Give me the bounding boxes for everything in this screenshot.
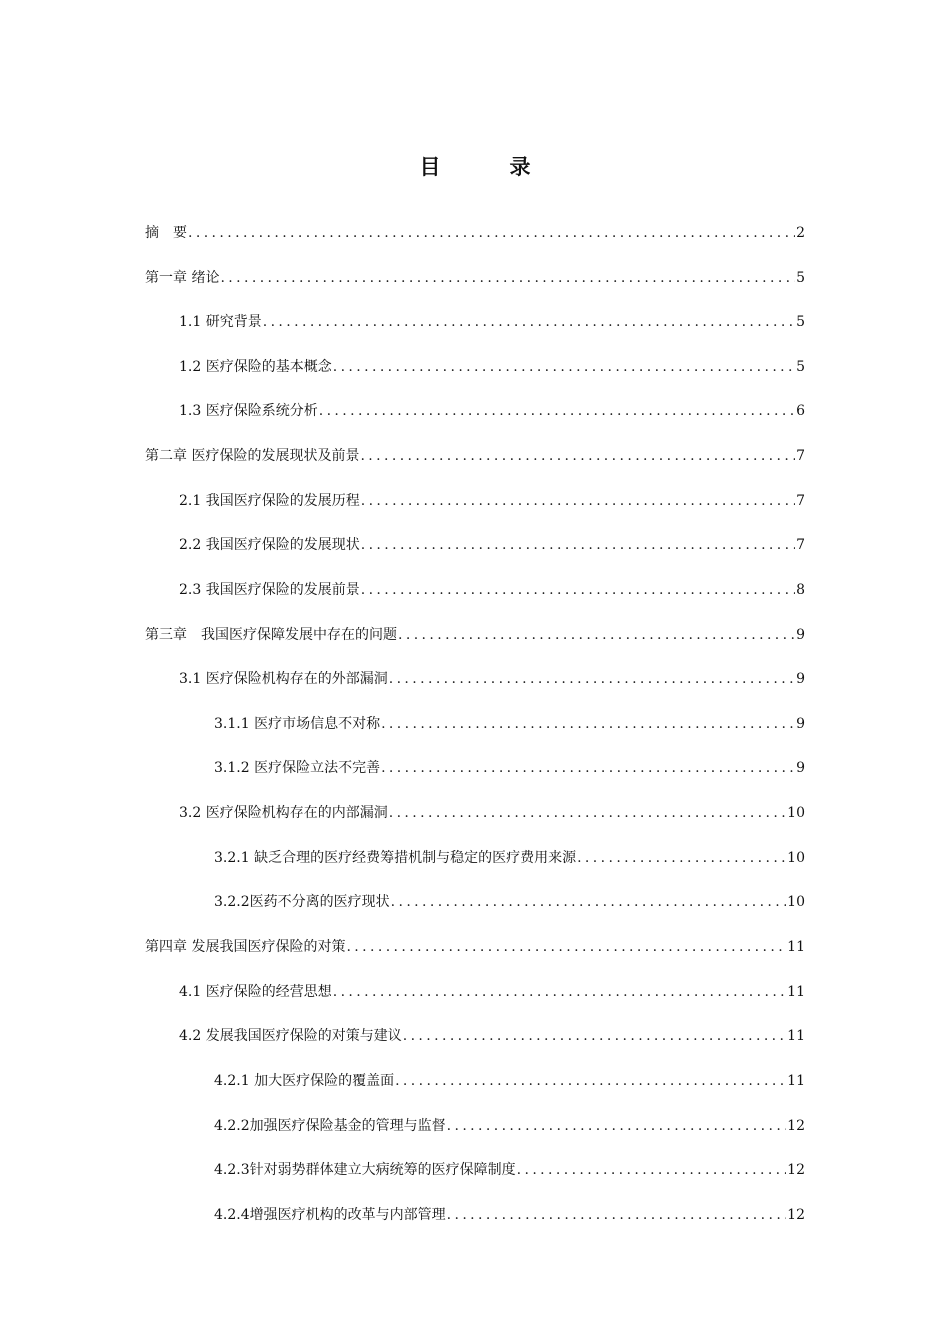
toc-dot-leader [517,1159,787,1181]
toc-entry-label: 第一章 绪论 [145,270,220,286]
toc-entry-page: 12 [787,1207,805,1223]
toc-entry-page: 8 [796,582,805,598]
toc-entry-label: 1.2 医疗保险的基本概念 [179,359,332,375]
toc-entry-4-2-3[interactable] [0,1159,805,1181]
toc-entry-page: 12 [787,1118,805,1134]
toc-dot-leader [361,490,795,512]
toc-entry-page: 11 [787,939,805,955]
toc-dot-leader [389,802,786,824]
toc-entry-label: 4.2.3针对弱势群体建立大病统筹的医疗保障制度 [214,1162,516,1178]
toc-entry-label: 4.2 发展我国医疗保险的对策与建议 [179,1028,402,1044]
toc-entry-label: 3.2.2医药不分离的医疗现状 [214,894,390,910]
toc-entry-page: 9 [796,716,805,732]
toc-entry-page: 10 [787,894,805,910]
toc-entry-label: 3.1.1 医疗市场信息不对称 [214,716,381,732]
toc-entry-label: 4.2.1 加大医疗保险的覆盖面 [214,1073,395,1089]
toc-dot-leader [398,624,795,646]
toc-entry-1-3[interactable] [0,400,805,422]
toc-dot-leader [395,1070,786,1092]
toc-entry-chapter-2[interactable] [0,445,805,467]
toc-entry-page: 11 [787,1028,805,1044]
toc-entry-page: 6 [796,403,805,419]
toc-dot-leader [361,534,795,556]
toc-entry-label: 4.1 医疗保险的经营思想 [179,984,332,1000]
toc-dot-leader [333,356,795,378]
toc-entry-page: 7 [796,537,805,553]
toc-dot-leader [403,1025,786,1047]
toc-entry-page: 7 [796,493,805,509]
toc-entry-page: 10 [787,805,805,821]
toc-entry-chapter-3[interactable] [0,624,805,646]
toc-entry-3-2-1[interactable] [0,847,805,869]
toc-entry-4-2-4[interactable] [0,1204,805,1226]
toc-entry-1-2[interactable] [0,356,805,378]
toc-entry-label: 1.3 医疗保险系统分析 [179,403,318,419]
toc-entry-label: 第二章 医疗保险的发展现状及前景 [145,448,360,464]
toc-entry-3-1-2[interactable] [0,757,805,779]
toc-entry-3-2-2[interactable] [0,891,805,913]
toc-entry-4-2-1[interactable] [0,1070,805,1092]
toc-entry-page: 5 [796,359,805,375]
toc-entry-3-1-1[interactable] [0,713,805,735]
toc-entry-page: 7 [796,448,805,464]
toc-dot-leader [389,668,795,690]
toc-entry-3-2[interactable] [0,802,805,824]
toc-dot-leader [220,267,795,289]
toc-entry-label: 1.1 研究背景 [179,314,262,330]
toc-entry-chapter-4[interactable] [0,936,805,958]
toc-entry-page: 11 [787,1073,805,1089]
toc-dot-leader [577,847,786,869]
toc-entry-page: 11 [787,984,805,1000]
toc-entry-1-1[interactable] [0,311,805,333]
toc-dot-leader [319,400,795,422]
toc-entry-page: 9 [796,671,805,687]
toc-entry-page: 2 [796,225,805,241]
toc-entry-4-2-2[interactable] [0,1115,805,1137]
toc-entry-label: 2.1 我国医疗保险的发展历程 [179,493,360,509]
toc-dot-leader [361,579,795,601]
toc-entry-page: 5 [796,314,805,330]
toc-dot-leader [346,936,786,958]
toc-entry-label: 4.2.4增强医疗机构的改革与内部管理 [214,1207,446,1223]
toc-entry-label: 3.2 医疗保险机构存在的内部漏洞 [179,805,388,821]
toc-entry-label: 3.2.1 缺乏合理的医疗经费筹措机制与稳定的医疗费用来源 [214,850,577,866]
toc-entry-label: 4.2.2加强医疗保险基金的管理与监督 [214,1118,446,1134]
toc-dot-leader [381,757,795,779]
toc-entry-3-1[interactable] [0,668,805,690]
toc-entry-2-2[interactable] [0,534,805,556]
toc-dot-leader [447,1204,787,1226]
toc-entry-label: 第三章 我国医疗保障发展中存在的问题 [145,627,397,643]
toc-dot-leader [263,311,795,333]
toc-dot-leader [447,1115,787,1137]
toc-entry-page: 10 [787,850,805,866]
toc-entry-label: 2.2 我国医疗保险的发展现状 [179,537,360,553]
toc-dot-leader [333,981,786,1003]
toc-entry-page: 9 [796,627,805,643]
toc-dot-leader [391,891,787,913]
toc-entry-abstract[interactable] [0,222,805,244]
toc-entry-label: 第四章 发展我国医疗保险的对策 [145,939,346,955]
toc-entry-4-1[interactable] [0,981,805,1003]
toc-entry-label: 3.1.2 医疗保险立法不完善 [214,760,381,776]
toc-entry-4-2[interactable] [0,1025,805,1047]
toc-entry-page: 12 [787,1162,805,1178]
toc-entry-2-1[interactable] [0,490,805,512]
toc-dot-leader [381,713,795,735]
toc-entry-label: 3.1 医疗保险机构存在的外部漏洞 [179,671,388,687]
toc-entry-chapter-1[interactable] [0,267,805,289]
toc-entry-page: 5 [796,270,805,286]
toc-entry-label: 摘 要 [145,225,187,241]
toc-entry-page: 9 [796,760,805,776]
toc-entry-2-3[interactable] [0,579,805,601]
toc-title: 目 录 [419,155,555,179]
toc-dot-leader [188,222,795,244]
toc-dot-leader [360,445,795,467]
toc-entry-label: 2.3 我国医疗保险的发展前景 [179,582,360,598]
